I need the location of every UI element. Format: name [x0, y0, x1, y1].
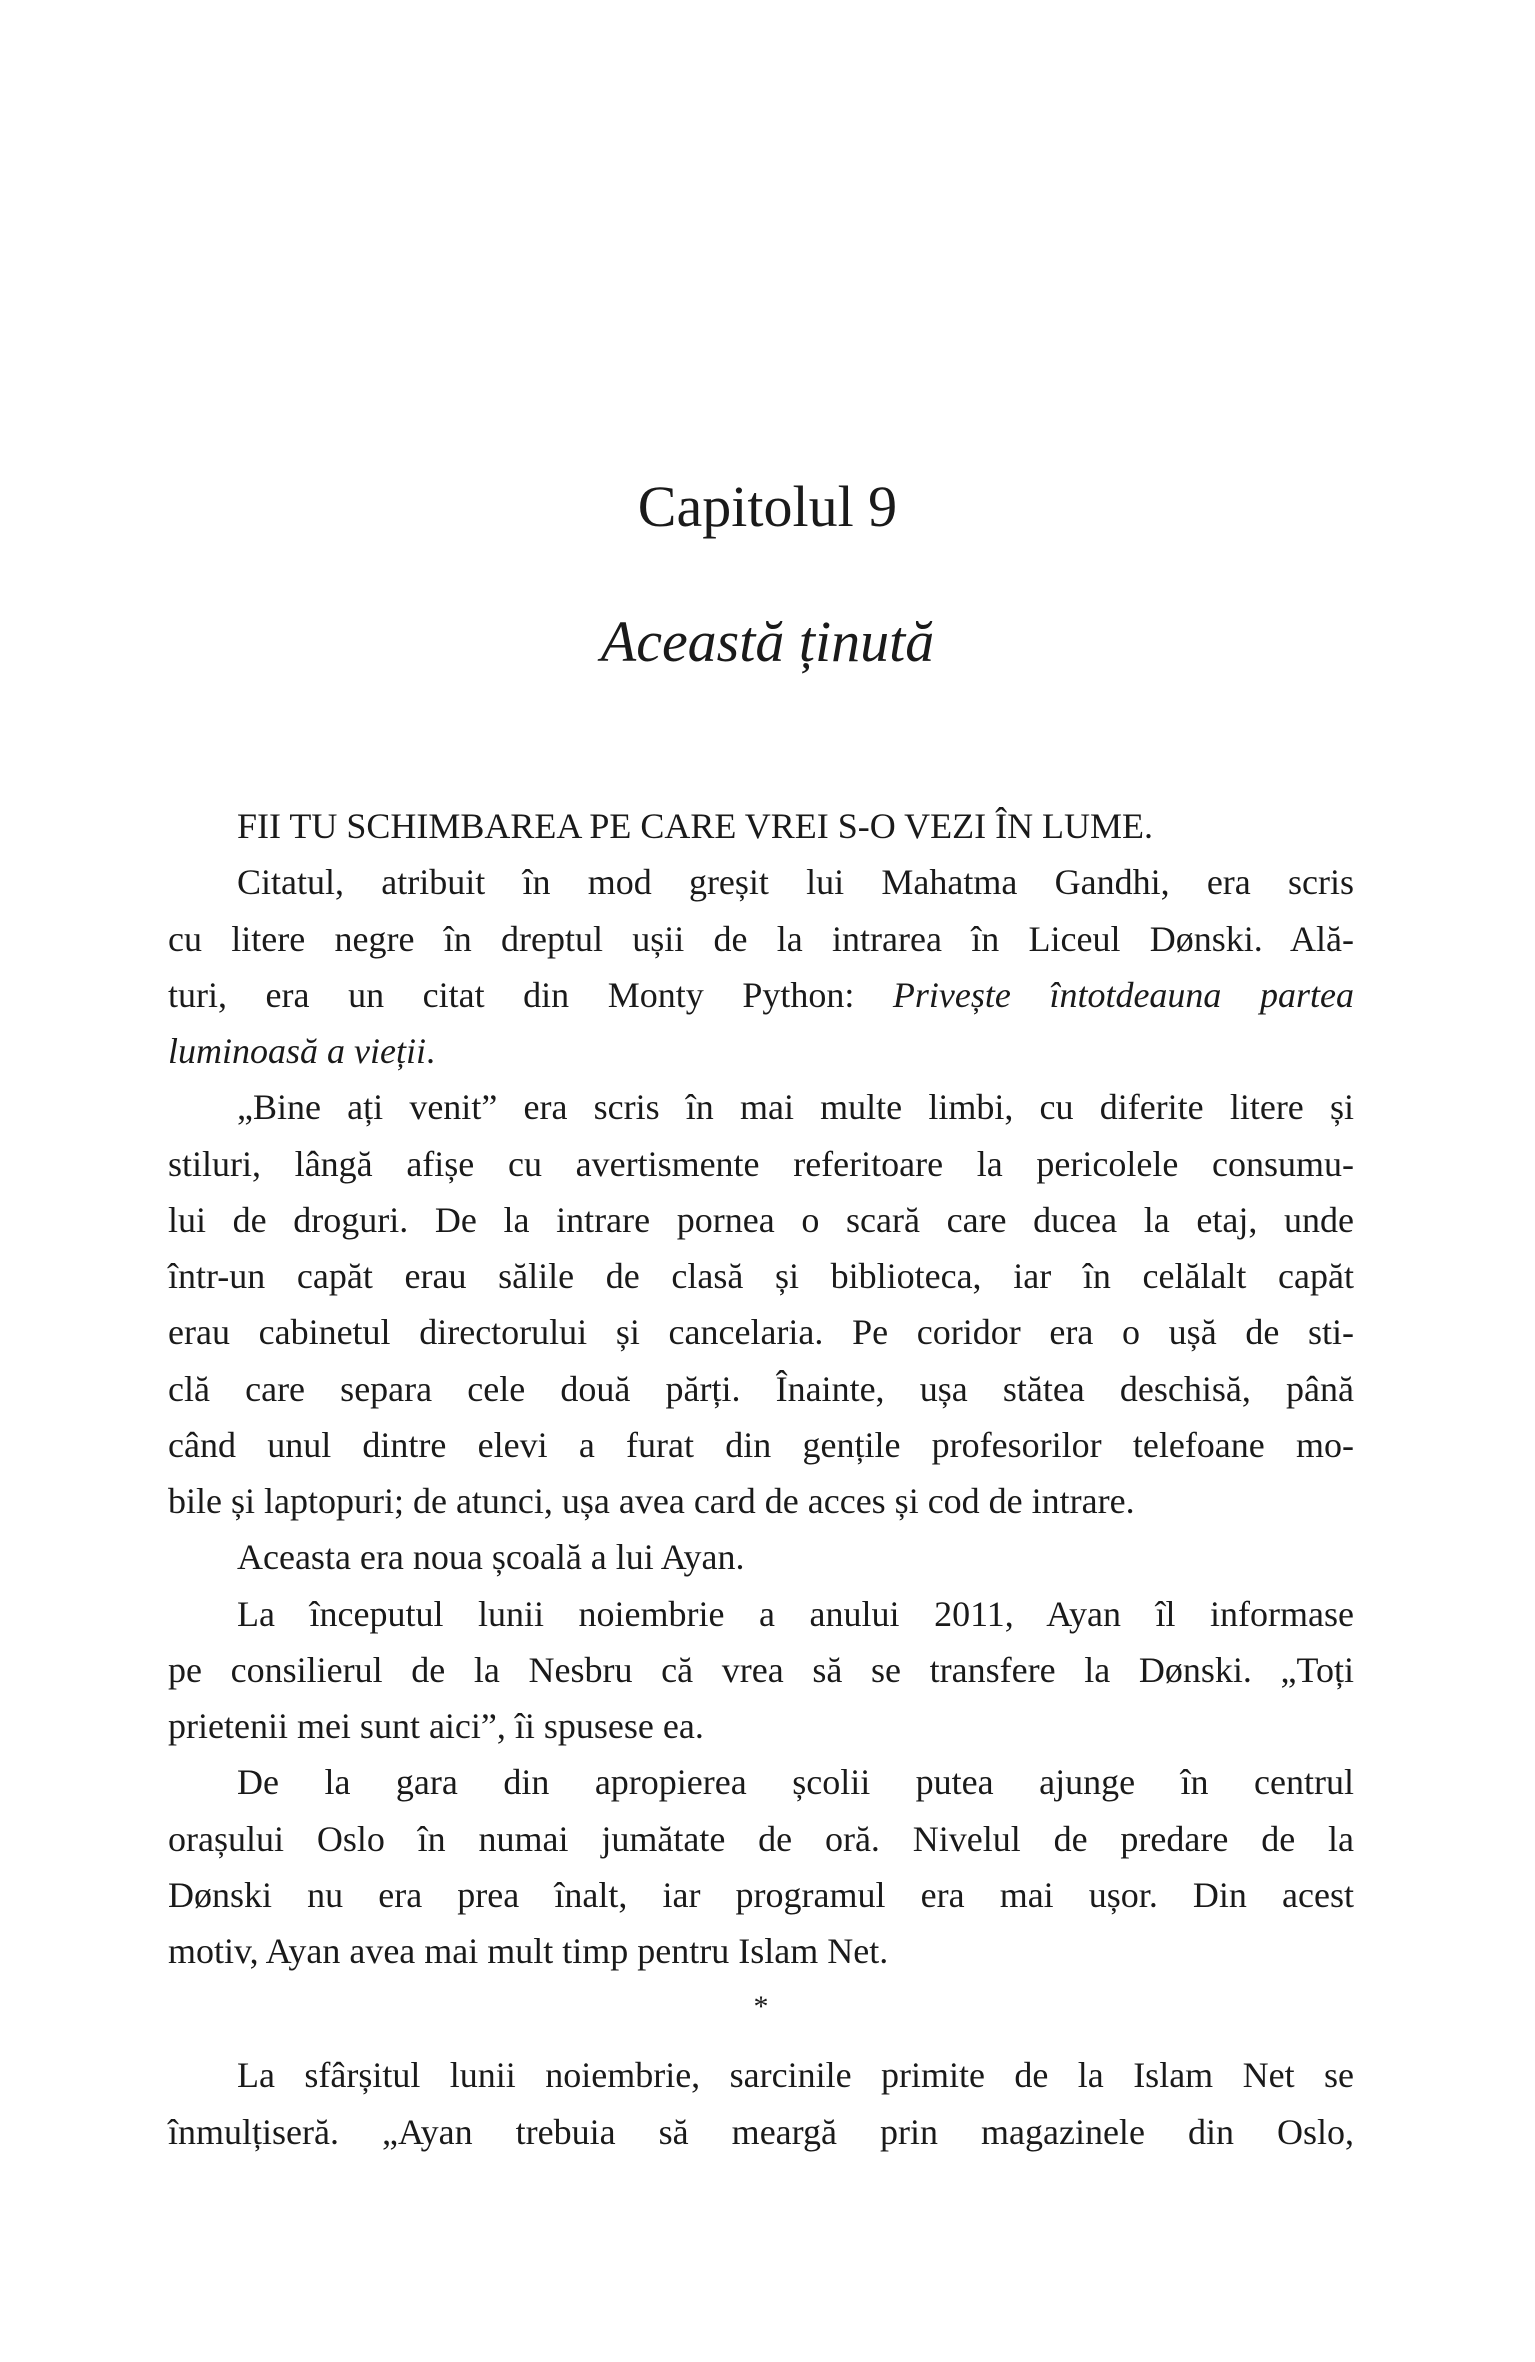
text-line — [168, 1079, 1354, 1135]
chapter-title: Capitolul 9 — [637, 474, 898, 539]
text-line — [168, 1586, 1354, 1642]
text-span: înmulțiseră. „Ayan trebuia să meargă prin magazinele din Oslo, — [168, 2111, 1354, 2152]
text-line — [168, 1248, 1354, 1304]
text-line — [168, 1473, 1354, 1529]
text-span: lui de droguri. De la intrare pornea o scară care ducea la etaj, unde — [168, 1199, 1354, 1240]
text-line — [168, 1698, 1354, 1754]
text-span: Citatul, atribuit în mod greșit lui Mahatma Gandhi, era scris — [237, 862, 1354, 903]
body-text — [168, 798, 1354, 2160]
text-line — [168, 1811, 1354, 1867]
text-line — [168, 1192, 1354, 1248]
italic-text: Privește întotdeauna partea — [892, 974, 1354, 1015]
italic-text: luminoasă a vieții — [168, 1031, 426, 1071]
paragraph — [168, 798, 1354, 854]
text-span: erau cabinetul directorului și cancelaria. Pe coridor era o ușă de sti- — [168, 1312, 1354, 1353]
text-line — [168, 1754, 1354, 1810]
text-span: cu litere negre în dreptul ușii de la intrarea în Liceul Dønski. Ală- — [168, 918, 1354, 959]
text-span: La sfârșitul lunii noiembrie, sarcinile primite de la Islam Net se — [237, 2055, 1354, 2096]
text-line — [168, 854, 1354, 910]
text-span: prietenii mei sunt aici”, îi spusese ea. — [168, 1706, 704, 1746]
text-span: bile și laptopuri; de atunci, ușa avea card de acces și cod de intrare. — [168, 1481, 1135, 1521]
paragraph — [168, 1529, 1354, 1585]
text-span: . — [425, 1031, 435, 1071]
text-line — [168, 2104, 1354, 2160]
text-line — [168, 1923, 1354, 1979]
text-line — [168, 1136, 1354, 1192]
text-span: FII TU SCHIMBAREA PE CARE VREI S-O VEZI ÎN LUME. — [237, 806, 1154, 846]
text-span: clă care separa cele două părți. Înainte, ușa stătea deschisă, până — [168, 1368, 1354, 1409]
paragraph — [168, 1079, 1354, 1529]
paragraph — [168, 2047, 1354, 2160]
paragraph — [168, 1586, 1354, 1755]
chapter-subtitle: Această ținută — [600, 609, 935, 674]
text-line — [168, 1361, 1354, 1417]
paragraph — [168, 1754, 1354, 1979]
text-line — [168, 1023, 1354, 1079]
text-span: când unul dintre elevi a furat din gențile profesorilor telefoane mo- — [168, 1424, 1354, 1465]
text-line — [168, 1867, 1354, 1923]
text-span: turi, era un citat din Monty Python: — [168, 974, 893, 1015]
text-line — [168, 2047, 1354, 2103]
text-span: Dønski nu era prea înalt, iar programul era mai ușor. Din acest — [168, 1874, 1354, 1915]
text-span: stiluri, lângă afișe cu avertismente referitoare la pericolele consumu- — [168, 1143, 1354, 1184]
text-span: De la gara din apropierea școlii putea ajunge în centrul — [237, 1762, 1354, 1803]
text-span: Aceasta era noua școală a lui Ayan. — [237, 1537, 745, 1578]
text-line — [168, 1304, 1354, 1360]
text-span: „Bine ați venit” era scris în mai multe limbi, cu diferite litere și — [237, 1087, 1354, 1128]
text-span: orașului Oslo în numai jumătate de oră. Nivelul de predare de la — [168, 1818, 1354, 1859]
text-span: într-un capăt erau sălile de clasă și biblioteca, iar în celălalt capăt — [168, 1256, 1354, 1296]
text-line — [168, 1529, 1354, 1585]
text-span: La începutul lunii noiembrie a anului 2011, Ayan îl informase — [237, 1593, 1354, 1634]
text-span: pe consilierul de la Nesbru că vrea să se transfere la Dønski. „Toți — [168, 1649, 1354, 1690]
paragraph — [168, 854, 1354, 1079]
text-line — [168, 911, 1354, 967]
text-line — [168, 1417, 1354, 1473]
text-line — [168, 967, 1354, 1023]
section-separator: * — [753, 1990, 769, 2024]
text-line — [168, 798, 1354, 854]
text-span: motiv, Ayan avea mai mult timp pentru Islam Net. — [168, 1931, 889, 1971]
text-line — [168, 1642, 1354, 1698]
